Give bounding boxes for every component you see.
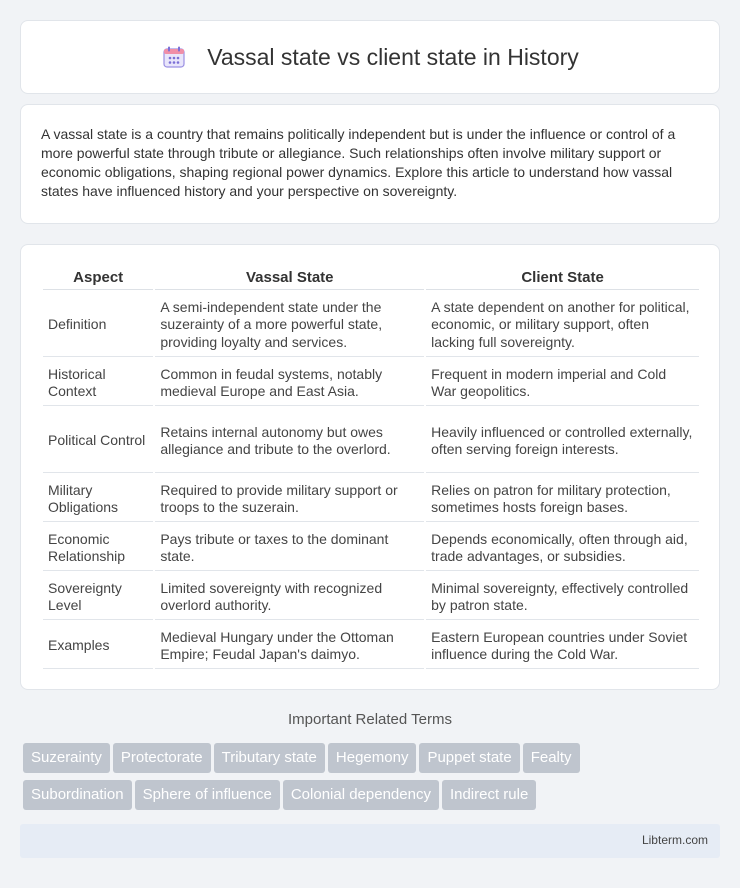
cell-aspect: Examples <box>43 620 153 669</box>
tag-tributary-state[interactable]: Tributary state <box>214 743 325 773</box>
cell-client: Heavily influenced or controlled externally, often serving foreign interests. <box>426 406 699 473</box>
table-row <box>43 357 699 406</box>
cell-aspect: Military Obligations <box>43 473 153 522</box>
cell-vassal: Common in feudal systems, notably medieval Europe and East Asia. <box>155 357 424 406</box>
table-row <box>43 290 699 357</box>
cell-aspect: Historical Context <box>43 357 153 406</box>
tag-puppet-state[interactable]: Puppet state <box>419 743 519 773</box>
table-row <box>43 406 699 473</box>
cell-aspect: Sovereignty Level <box>43 571 153 620</box>
related-terms-tags <box>23 743 723 817</box>
table-row <box>43 620 699 669</box>
cell-vassal: A semi-independent state under the suzerainty of a more powerful state, providing loyalty and services. <box>155 290 424 357</box>
intro-text: A vassal state is a country that remains politically independent but is under the influence or control of a more powerful state through tribute or allegiance. Such relationships often involve military support or economic obligations, shaping regional power dynamics. Explore this article to understand how vassal states have influenced history and your perspective on sovereignty. <box>41 126 676 199</box>
related-terms-title: Important Related Terms <box>288 711 452 728</box>
tag-colonial-dependency[interactable]: Colonial dependency <box>283 780 439 810</box>
table-row <box>43 473 699 522</box>
cell-vassal: Limited sovereignty with recognized overlord authority. <box>155 571 424 620</box>
tag-protectorate[interactable]: Protectorate <box>113 743 211 773</box>
tag-subordination[interactable]: Subordination <box>23 780 132 810</box>
tag-fealty[interactable]: Fealty <box>523 743 580 773</box>
cell-client: Relies on patron for military protection, sometimes hosts foreign bases. <box>426 473 699 522</box>
footer-brand-link[interactable]: Libterm.com <box>641 833 708 847</box>
title-card <box>20 20 720 94</box>
intro-card <box>20 104 720 224</box>
cell-client: Depends economically, often through aid, trade advantages, or subsidies. <box>426 522 699 571</box>
page-title: Vassal state vs client state in History <box>207 43 579 70</box>
cell-client: Eastern European countries under Soviet influence during the Cold War. <box>426 620 699 669</box>
footer <box>20 824 720 858</box>
cell-client: A state dependent on another for political, economic, or military support, often lacking full sovereignty. <box>426 290 699 357</box>
cell-aspect: Economic Relationship <box>43 522 153 571</box>
table-row <box>43 571 699 620</box>
tag-suzerainty[interactable]: Suzerainty <box>23 743 110 773</box>
cell-vassal: Pays tribute or taxes to the dominant state. <box>155 522 424 571</box>
cell-vassal: Required to provide military support or troops to the suzerain. <box>155 473 424 522</box>
tag-sphere-of-influence[interactable]: Sphere of influence <box>135 780 280 810</box>
table-header-row <box>43 265 699 290</box>
cell-aspect: Definition <box>43 290 153 357</box>
cell-vassal: Retains internal autonomy but owes allegiance and tribute to the overlord. <box>155 406 424 473</box>
tag-hegemony[interactable]: Hegemony <box>328 743 417 773</box>
header-vassal-state: Vassal State <box>155 265 424 290</box>
header-aspect: Aspect <box>43 265 153 290</box>
cell-client: Frequent in modern imperial and Cold War geopolitics. <box>426 357 699 406</box>
comparison-table <box>41 265 701 669</box>
table-row <box>43 522 699 571</box>
cell-vassal: Medieval Hungary under the Ottoman Empire; Feudal Japan's daimyo. <box>155 620 424 669</box>
tag-indirect-rule[interactable]: Indirect rule <box>442 780 536 810</box>
cell-aspect: Political Control <box>43 406 153 473</box>
header-client-state: Client State <box>426 265 699 290</box>
calendar-icon <box>161 44 187 70</box>
comparison-table-card <box>20 244 720 690</box>
cell-client: Minimal sovereignty, effectively controlled by patron state. <box>426 571 699 620</box>
